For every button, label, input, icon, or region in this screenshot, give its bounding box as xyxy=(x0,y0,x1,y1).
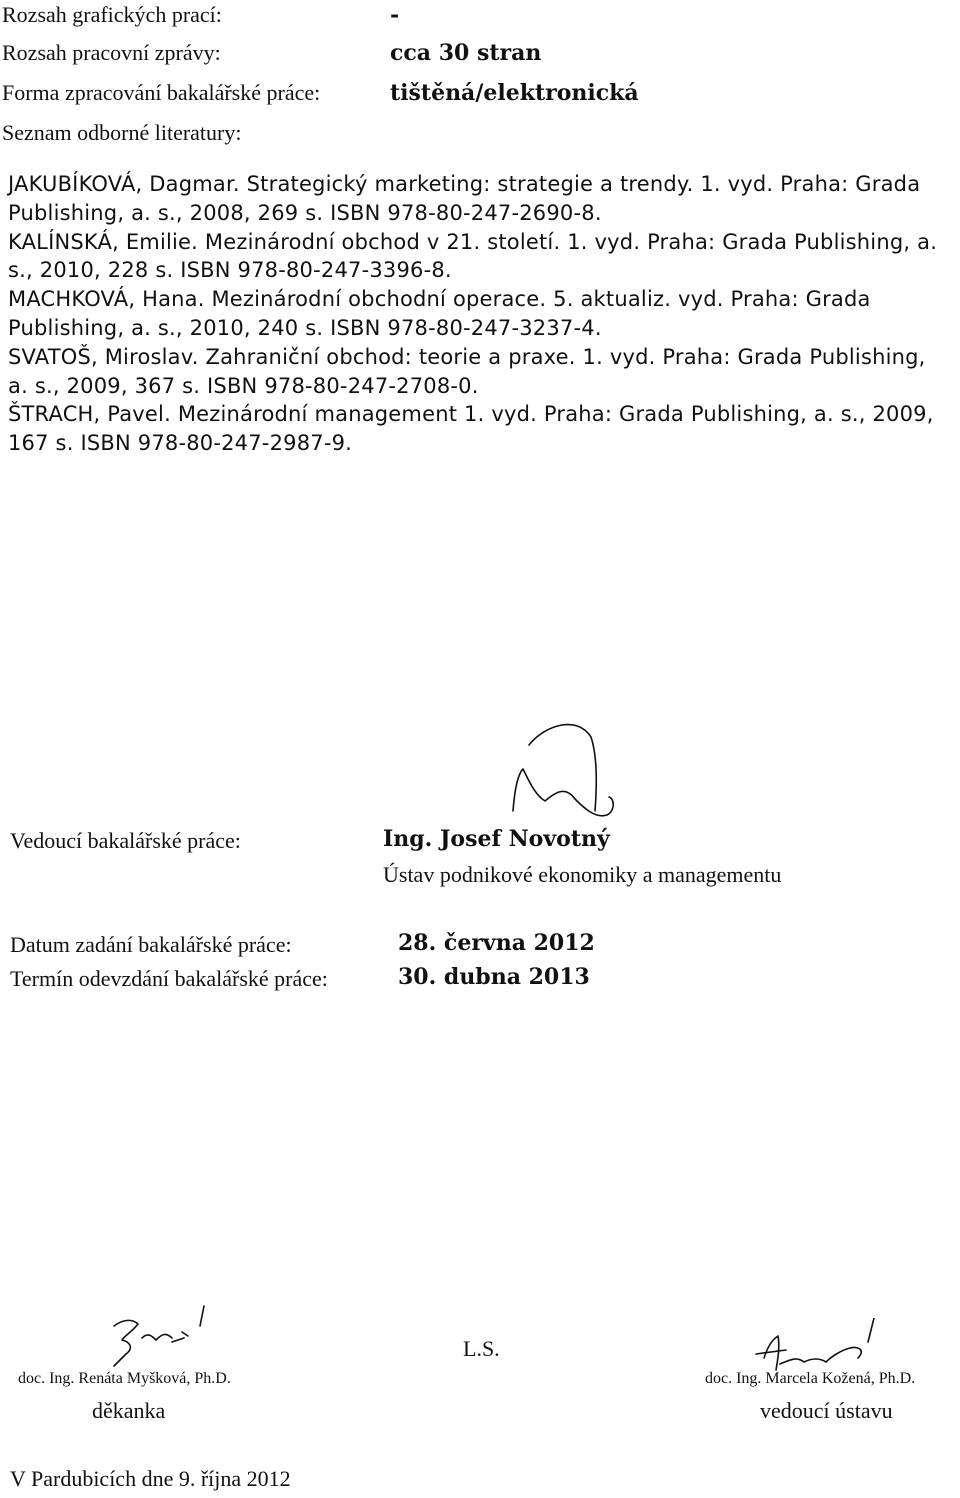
range-report-value: cca 30 stran xyxy=(390,40,542,66)
dean-signature xyxy=(92,1302,232,1370)
range-report-label: Rozsah pracovní zprávy: xyxy=(2,40,221,65)
reference-list xyxy=(8,170,948,458)
reference-item: JAKUBÍKOVÁ, Dagmar. Strategický marketing: strategie a trendy. 1. vyd. Praha: Grada Publishing, a. s., 2008, 269 s. ISBN 978-80-247-2690-8. xyxy=(8,172,921,225)
head-name: doc. Ing. Marcela Kožená, Ph.D. xyxy=(705,1370,916,1387)
supervisor-signature xyxy=(505,715,625,835)
supervisor-department: Ústav podnikové ekonomiky a managementu xyxy=(383,862,782,887)
range-graphics-label: Rozsah grafických prací: xyxy=(2,2,222,27)
head-role: vedoucí ústavu xyxy=(760,1398,893,1423)
place-date: V Pardubicích dne 9. října 2012 xyxy=(10,1466,291,1491)
assignment-date-label: Datum zadání bakalářské práce: xyxy=(10,932,292,957)
supervisor-label: Vedoucí bakalářské práce: xyxy=(10,828,241,853)
stamp-label: L.S. xyxy=(463,1336,500,1361)
reference-item: KALÍNSKÁ, Emilie. Mezinárodní obchod v 21. století. 1. vyd. Praha: Grada Publishing, a. s., 2010, 228 s. ISBN 978-80-247-3396-8. xyxy=(8,229,938,283)
submission-date-label: Termín odevzdání bakalářské práce: xyxy=(10,966,328,991)
thesis-form-label: Forma zpracování bakalářské práce: xyxy=(2,80,321,105)
reference-item: MACHKOVÁ, Hana. Mezinárodní obchodní operace. 5. aktualiz. vyd. Praha: Grada Publishing, a. s., 2010, 240 s. ISBN 978-80-247-3237-4. xyxy=(8,287,871,340)
dean-role: děkanka xyxy=(92,1398,166,1423)
dean-name: doc. Ing. Renáta Myšková, Ph.D. xyxy=(18,1370,231,1387)
thesis-form-value: tištěná/elektronická xyxy=(390,80,639,106)
reference-item: SVATOŠ, Miroslav. Zahraniční obchod: teorie a praxe. 1. vyd. Praha: Grada Publishing, a. s., 2009, 367 s. ISBN 978-80-247-2708-0. xyxy=(8,344,926,398)
assignment-date-value: 28. června 2012 xyxy=(398,930,595,956)
literature-label: Seznam odborné literatury: xyxy=(2,120,242,145)
supervisor-name: Ing. Josef Novotný xyxy=(383,826,610,852)
head-signature xyxy=(742,1318,902,1378)
submission-date-value: 30. dubna 2013 xyxy=(398,964,590,990)
range-graphics-value: - xyxy=(390,2,400,28)
reference-item: ŠTRACH, Pavel. Mezinárodní management 1. vyd. Praha: Grada Publishing, a. s., 2009, 167 s. ISBN 978-80-247-2987-9. xyxy=(8,402,934,456)
